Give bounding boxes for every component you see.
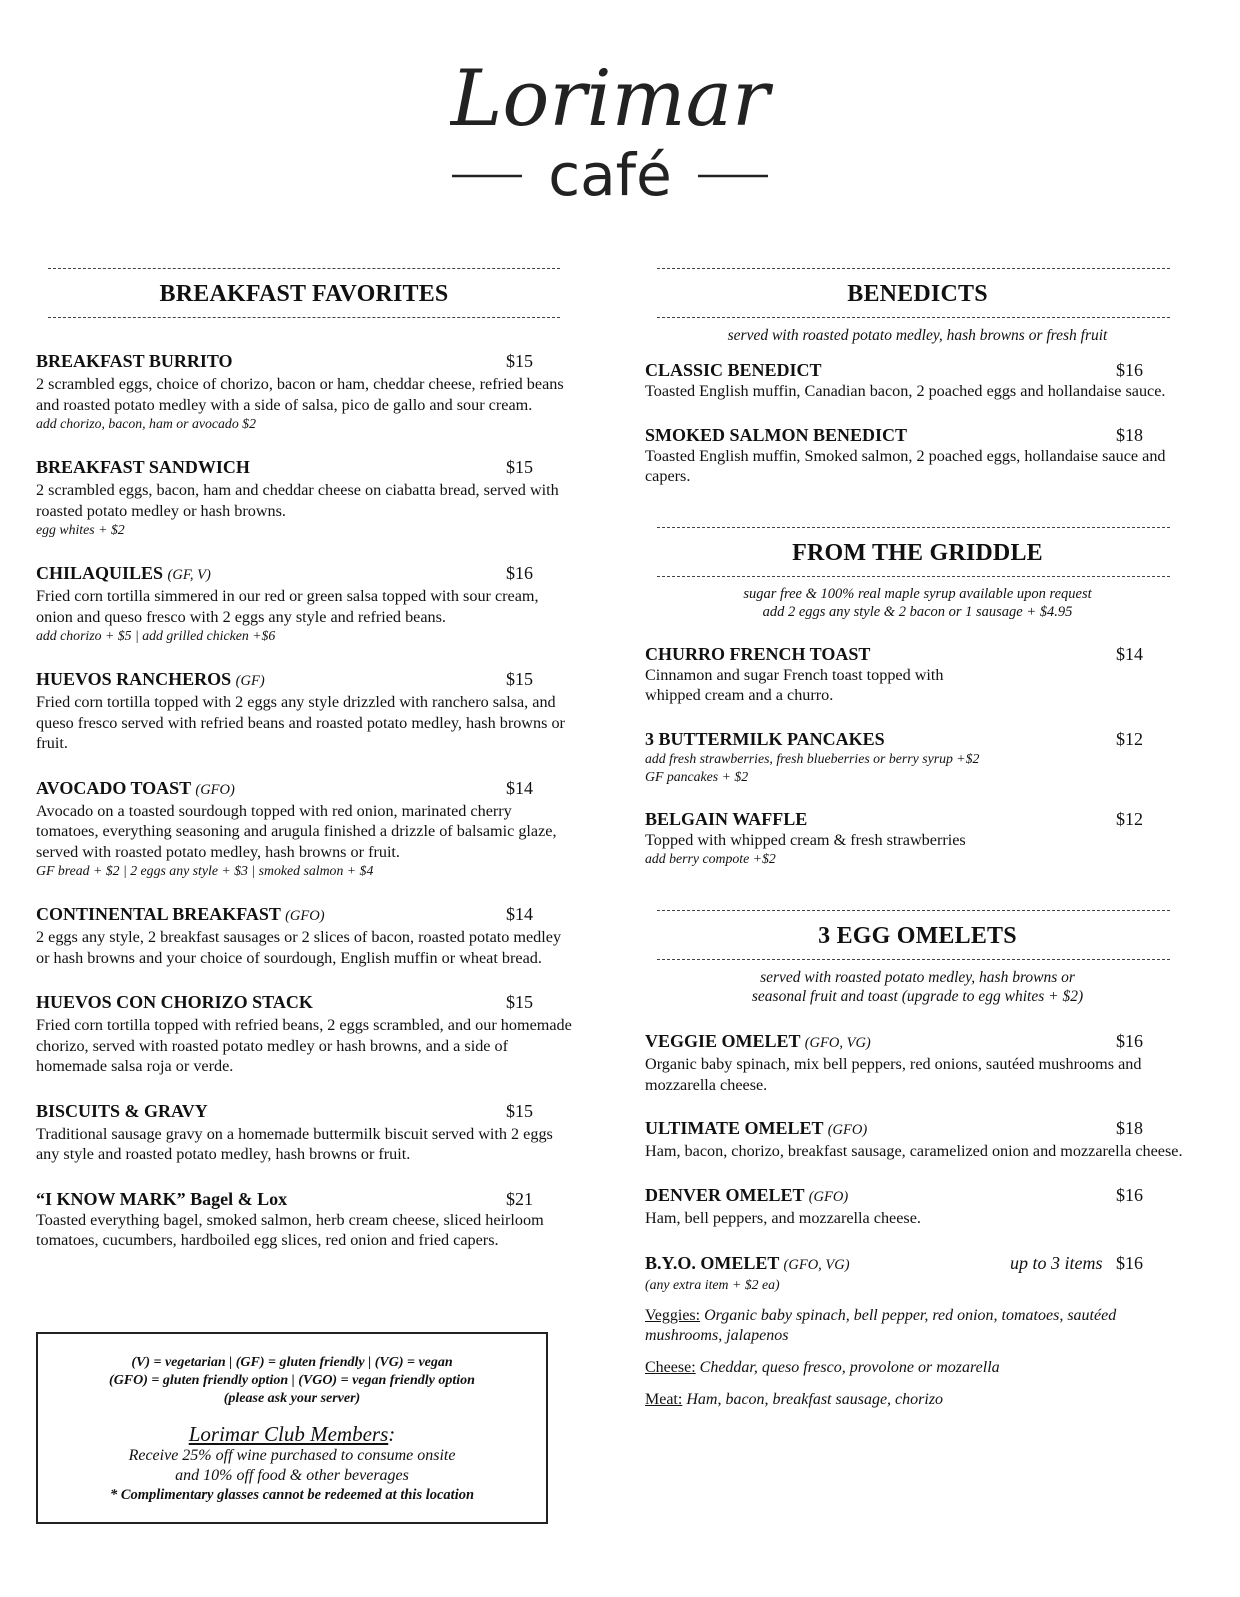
- dietary-key: [38, 1354, 546, 1408]
- right-column: [645, 268, 1190, 1410]
- item-name: BISCUITS & GRAVY: [36, 1100, 208, 1121]
- item-tag: (GFO): [195, 781, 235, 798]
- menu-item-byo-omelet: [645, 1252, 1190, 1294]
- section-heading-griddle: FROM THE GRIDDLE: [792, 539, 1043, 566]
- divider: [657, 959, 1170, 960]
- divider: [48, 268, 560, 269]
- item-price: $14: [506, 904, 533, 924]
- menu-item-churro-french-toast: [645, 643, 1190, 706]
- item-price: $18: [1116, 1118, 1143, 1138]
- item-description: Organic baby spinach, mix bell peppers, red onions, sautéed mushrooms and mozzarella cheese.: [645, 1055, 1142, 1094]
- item-name: CLASSIC BENEDICT: [645, 360, 822, 380]
- item-name: VEGGIE OMELET: [645, 1031, 801, 1051]
- menu-item-smoked-salmon-benedict: [645, 424, 1190, 487]
- item-price: $15: [506, 992, 533, 1012]
- item-description: Avocado on a toasted sourdough topped with red onion, marinated cherry tomatoes, everything seasoning and arugula finished a drizzle of balsamic glaze, served with roasted potato medley, hash browns or fruit.: [36, 801, 557, 861]
- menu-item-huevos-con-chorizo: [36, 991, 572, 1077]
- menu-item-classic-benedict: [645, 359, 1190, 402]
- section-note: [645, 968, 1190, 1006]
- item-name: BELGAIN WAFFLE: [645, 808, 808, 829]
- omelets-section: [645, 910, 1190, 1410]
- item-price: $16: [506, 563, 533, 583]
- item-tag: (GFO): [808, 1188, 849, 1205]
- item-price: $14: [1116, 643, 1143, 664]
- menu-item-breakfast-sandwich: [36, 456, 572, 539]
- item-tag: (GFO, VG): [804, 1035, 871, 1051]
- item-name: HUEVOS RANCHEROS: [36, 669, 232, 689]
- item-price: $16: [1116, 1031, 1143, 1051]
- menu-item-biscuits-gravy: [36, 1100, 572, 1165]
- section-heading-omelets: 3 EGG OMELETS: [818, 923, 1017, 949]
- item-description: Fried corn tortilla topped with 2 eggs any style drizzled with ranchero salsa, and queso fresco served with refried beans and roasted potato medley, hash browns or fruit.: [36, 693, 565, 752]
- section-note-line: sugar free & 100% real maple syrup available upon request: [743, 585, 1092, 602]
- menu-item-bagel-lox: [36, 1188, 572, 1251]
- item-price: $15: [506, 351, 533, 371]
- item-price: $15: [506, 669, 533, 689]
- benedicts-section: [645, 268, 1190, 487]
- menu-item-avocado-toast: [36, 777, 572, 881]
- info-box: [36, 1332, 548, 1524]
- category-label: Cheese:: [645, 1359, 696, 1376]
- item-description: Cinnamon and sugar French toast topped with whipped cream and a churro.: [645, 665, 944, 704]
- menu-item-breakfast-burrito: [36, 350, 572, 433]
- club-benefit: and 10% off food & other beverages: [175, 1467, 409, 1484]
- menu-item-chilaquiles: [36, 562, 572, 645]
- item-description: Topped with whipped cream & fresh strawberries: [645, 830, 966, 849]
- item-price: $16: [1116, 360, 1143, 380]
- lorimar-cafe-logo: [450, 30, 780, 210]
- menu-item-buttermilk-pancakes: [645, 728, 1190, 786]
- item-description: Traditional sausage gravy on a homemade buttermilk biscuit served with 2 eggs any style and roasted potato medley, hash browns or fruit.: [36, 1124, 553, 1163]
- item-tag: (GF): [235, 673, 265, 689]
- divider: [657, 268, 1170, 269]
- item-name: BREAKFAST BURRITO: [36, 351, 233, 371]
- item-name: SMOKED SALMON BENEDICT: [645, 424, 908, 445]
- category-options: Organic baby spinach, bell pepper, red onion, tomatoes, sautéed mushrooms, jalapenos: [645, 1307, 1117, 1344]
- divider: [657, 910, 1170, 911]
- divider: [48, 317, 560, 318]
- item-description: Toasted English muffin, Canadian bacon, 2 poached eggs and hollandaise sauce.: [645, 382, 1166, 400]
- item-tag: (GF, V): [167, 567, 211, 583]
- category-options: Cheddar, queso fresco, provolone or mozarella: [699, 1359, 1000, 1376]
- menu-item-huevos-rancheros: [36, 668, 572, 754]
- byo-meat: [645, 1390, 1190, 1410]
- item-price: $16: [1116, 1253, 1143, 1273]
- item-addon: egg whites + $2: [36, 522, 125, 537]
- dietary-key-line: (V) = vegetarian | (GF) = gluten friendly | (VG) = vegan: [131, 1355, 453, 1370]
- divider: [657, 576, 1170, 577]
- item-price: $12: [1116, 728, 1143, 749]
- item-tag: (GFO, VG): [783, 1257, 850, 1273]
- divider: [657, 317, 1170, 318]
- breakfast-favorites-section: [36, 268, 572, 1251]
- item-description: 2 eggs any style, 2 breakfast sausages or 2 slices of bacon, roasted potato medley or hash browns and your choice of sourdough, English muffin or wheat bread.: [36, 928, 562, 967]
- item-price: $21: [506, 1188, 533, 1209]
- menu-item-belgian-waffle: [645, 808, 1190, 869]
- item-name: BREAKFAST SANDWICH: [36, 457, 250, 477]
- logo-graphic: [450, 30, 780, 210]
- section-heading-breakfast: BREAKFAST FAVORITES: [159, 281, 449, 307]
- item-description: Fried corn tortilla topped with refried beans, 2 eggs scrambled, and our homemade chorizo, served with roasted potato medley or hash browns, and a side of homemade salsa roja or verde.: [36, 1016, 572, 1075]
- item-name: ULTIMATE OMELET: [645, 1118, 824, 1138]
- item-description: Ham, bacon, chorizo, breakfast sausage, caramelized onion and mozzarella cheese.: [645, 1142, 1183, 1160]
- item-description: Toasted English muffin, Smoked salmon, 2 poached eggs, hollandaise sauce and capers.: [645, 446, 1166, 485]
- item-price: $15: [506, 1100, 533, 1121]
- item-description: Ham, bell peppers, and mozzarella cheese.: [645, 1208, 921, 1227]
- byo-veggies: [645, 1306, 1190, 1346]
- item-tag: (GFO): [285, 908, 325, 924]
- byo-cheese: [645, 1358, 1190, 1378]
- item-name: CHILAQUILES: [36, 563, 164, 583]
- item-limit: up to 3 items: [1010, 1253, 1103, 1273]
- item-addon: add chorizo, bacon, ham or avocado $2: [36, 416, 256, 431]
- section-note-line: served with roasted potato medley, hash browns or: [760, 969, 1075, 986]
- menu-item-denver-omelet: [645, 1184, 1190, 1229]
- club-title-text: Lorimar Club Members: [188, 1422, 389, 1446]
- item-addon: add chorizo + $5 | add grilled chicken +$6: [36, 628, 276, 643]
- divider: [657, 527, 1170, 528]
- club-title-colon: :: [388, 1422, 396, 1446]
- item-price: $14: [506, 777, 533, 798]
- item-name: “I KNOW MARK” Bagel & Lox: [36, 1188, 288, 1209]
- item-description: Toasted everything bagel, smoked salmon, herb cream cheese, sliced heirloom tomatoes, cucumbers, hardboiled egg slices, red onion and fried capers.: [36, 1210, 544, 1249]
- item-price: $18: [1116, 424, 1143, 445]
- item-addon: GF bread + $2 | 2 eggs any style + $3 | smoked salmon + $4: [36, 863, 374, 878]
- item-name: DENVER OMELET: [645, 1184, 805, 1205]
- category-label: Meat:: [645, 1391, 683, 1408]
- item-name: 3 BUTTERMILK PANCAKES: [645, 728, 885, 749]
- dietary-key-line: (GFO) = gluten friendly option | (VGO) = vegan friendly option: [109, 1373, 475, 1388]
- section-note: [645, 585, 1190, 621]
- club-benefit: Receive 25% off wine purchased to consume onsite: [128, 1447, 456, 1464]
- section-note: served with roasted potato medley, hash browns or fresh fruit: [727, 327, 1108, 344]
- item-price: $15: [506, 457, 533, 477]
- item-addon: add fresh strawberries, fresh blueberries or berry syrup +$2: [645, 750, 980, 766]
- item-description: Fried corn tortilla simmered in our red or green salsa topped with sour cream, onion and queso fresco with 2 eggs any style and refried beans.: [36, 587, 539, 626]
- dietary-key-line: (please ask your server): [223, 1391, 361, 1406]
- item-description: 2 scrambled eggs, bacon, ham and cheddar cheese on ciabatta bread, served with roasted potato medley or hash browns.: [36, 481, 559, 520]
- item-name: HUEVOS CON CHORIZO STACK: [36, 992, 313, 1012]
- item-name: AVOCADO TOAST: [36, 777, 191, 798]
- item-name: CONTINENTAL BREAKFAST: [36, 904, 281, 924]
- item-addon: add berry compote +$2: [645, 851, 776, 866]
- item-addon: (any extra item + $2 ea): [645, 1277, 780, 1292]
- logo-script-text: Lorimar: [450, 54, 770, 144]
- item-price: $12: [1116, 808, 1143, 829]
- club-title: [38, 1422, 546, 1446]
- section-note-line: seasonal fruit and toast (upgrade to egg whites + $2): [751, 988, 1084, 1005]
- logo-word-text: café: [548, 141, 672, 209]
- menu-item-continental-breakfast: [36, 903, 572, 968]
- item-price: $16: [1116, 1184, 1143, 1205]
- menu-item-veggie-omelet: [645, 1030, 1190, 1095]
- item-tag: (GFO): [827, 1122, 868, 1138]
- section-note-line: add 2 eggs any style & 2 bacon or 1 sausage + $4.95: [762, 603, 1073, 620]
- griddle-section: [645, 527, 1190, 869]
- item-addon: GF pancakes + $2: [645, 768, 749, 784]
- category-label: Veggies:: [645, 1307, 701, 1324]
- item-name: B.Y.O. OMELET: [645, 1253, 780, 1273]
- item-description: 2 scrambled eggs, choice of chorizo, bacon or ham, cheddar cheese, refried beans and roasted potato medley with a side of salsa, pico de gallo and sour cream.: [36, 375, 564, 414]
- category-options: Ham, bacon, breakfast sausage, chorizo: [686, 1391, 944, 1408]
- menu-item-ultimate-omelet: [645, 1117, 1190, 1162]
- club-note: * Complimentary glasses cannot be redeemed at this location: [109, 1487, 475, 1503]
- item-name: CHURRO FRENCH TOAST: [645, 643, 871, 664]
- section-heading-benedicts: BENEDICTS: [847, 281, 988, 307]
